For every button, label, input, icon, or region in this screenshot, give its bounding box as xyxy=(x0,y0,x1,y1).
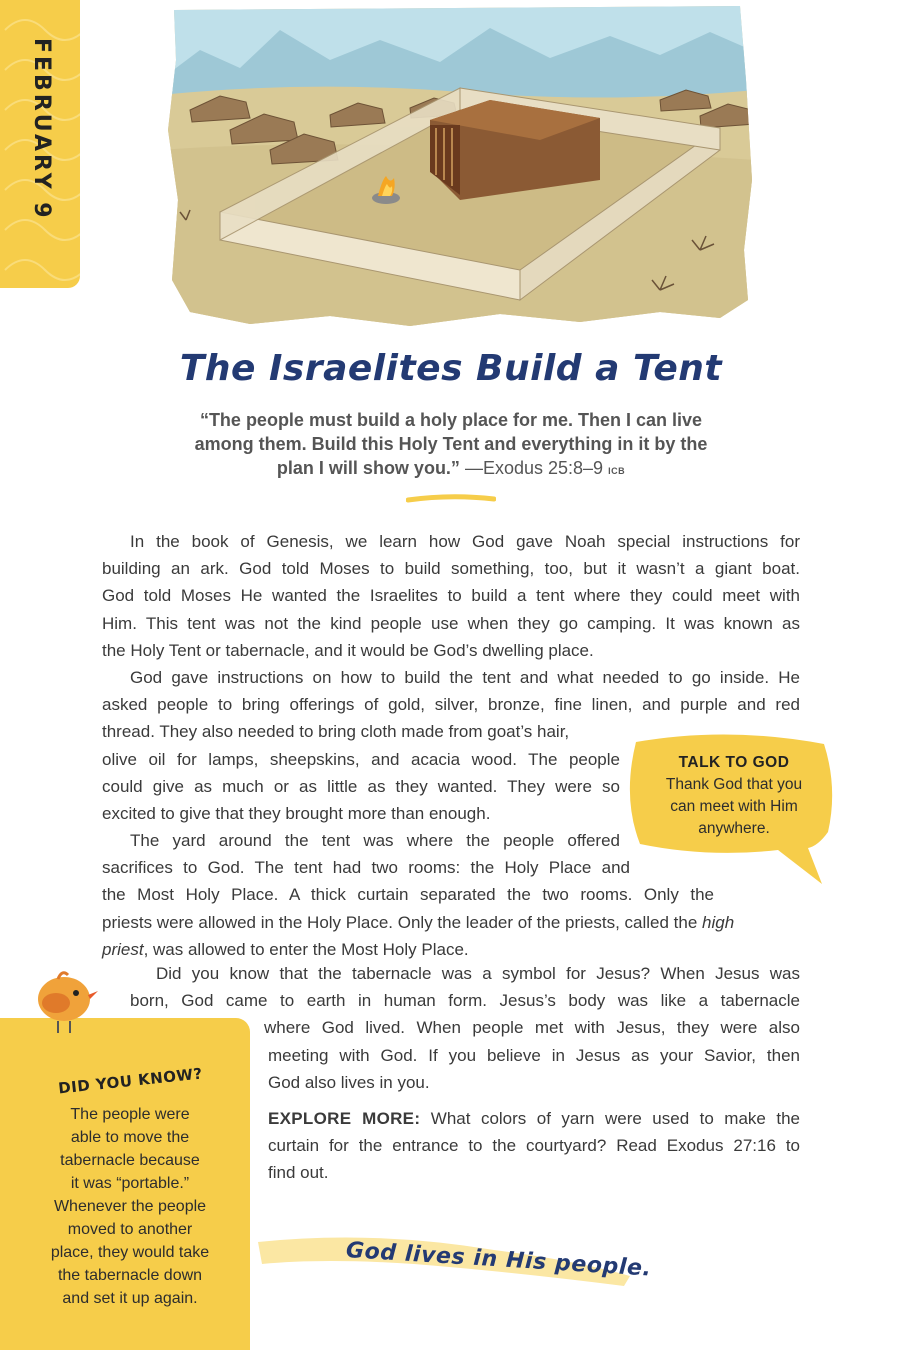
text-line: Did you know that the tabernacle was a symbol for Jesus? When Jesus was xyxy=(156,964,800,983)
text-line: curtain for the entrance to the courtyard? Read Exodus 27:16 to xyxy=(268,1136,800,1156)
memory-verse xyxy=(150,408,752,483)
verse-line: plan I will show you.” xyxy=(276,458,460,478)
dyk-line: moved to another xyxy=(67,1221,193,1238)
explore-label: EXPLORE MORE: xyxy=(268,1109,421,1128)
page-title: The Israelites Build a Tent xyxy=(179,348,723,389)
dyk-line: tabernacle because xyxy=(60,1152,200,1169)
verse-line: among them. Build this Holy Tent and everything in it by the xyxy=(194,434,708,454)
text-line: meeting with God. If you believe in Jesus as your Savior, then xyxy=(268,1045,800,1065)
text-line: thread. They also needed to bring cloth made from goat’s hair, xyxy=(102,722,570,742)
italic-term: high xyxy=(702,912,735,932)
text-line: priests were allowed in the Holy Place. Only the leader of the priests, called the xyxy=(102,912,698,932)
italic-term: priest xyxy=(102,939,144,959)
dyk-line: The people were xyxy=(70,1106,190,1123)
talk-line: Thank God that you xyxy=(665,776,803,793)
text-line: the Most Holy Place. A thick curtain separated the two rooms. Only the xyxy=(102,885,714,905)
dyk-line: able to move the xyxy=(70,1129,190,1146)
tabernacle-illustration xyxy=(160,0,756,336)
text-line: , was allowed to enter the Most Holy Place. xyxy=(143,939,469,959)
brush-divider xyxy=(406,492,496,506)
paragraph-1 xyxy=(102,528,800,664)
dyk-line: place, they would take xyxy=(50,1244,210,1261)
dyk-line: and set it up again. xyxy=(62,1290,198,1307)
text-line: The yard around the tent was where the people offered xyxy=(130,831,620,850)
text-line: find out. xyxy=(268,1163,329,1183)
did-you-know-text xyxy=(30,1103,230,1310)
text-line: could give as much or as little as they wanted. They were so xyxy=(102,776,620,796)
verse-reference: —Exodus 25:8–9 xyxy=(464,458,604,478)
text-line: where God lived. When people met with Jesus, they were also xyxy=(264,1018,800,1038)
talk-line: anywhere. xyxy=(698,820,770,837)
dyk-line: the tabernacle down xyxy=(57,1267,203,1284)
explore-more xyxy=(268,1105,800,1187)
text-line: In the book of Genesis, we learn how God gave Noah special instructions for xyxy=(130,532,800,551)
bird-icon xyxy=(18,965,108,1035)
dyk-line: Whenever the people xyxy=(53,1198,207,1215)
verse-line: “The people must build a holy place for me. Then I can live xyxy=(199,410,703,430)
text-line: born, God came to earth in human form. Jesus’s body was like a tabernacle xyxy=(130,991,800,1011)
text-line: God also lives in you. xyxy=(268,1072,430,1092)
talk-line: can meet with Him xyxy=(670,798,798,815)
talk-to-god xyxy=(630,752,838,840)
text-line: God told Moses He wanted the Israelites to build a tent where they could meet with xyxy=(102,586,800,606)
text-line: excited to give that they brought more than enough. xyxy=(102,804,491,824)
text-line: Him. This tent was not the kind people use when they go camping. It was known as xyxy=(102,613,800,633)
text-line: sacrifices to God. The tent had two rooms: the Holy Place and xyxy=(102,858,630,878)
date-tab xyxy=(0,0,80,288)
bible-version: ICB xyxy=(608,466,626,476)
did-you-know-heading: DID YOU KNOW? xyxy=(57,1064,204,1098)
dyk-line: it was “portable.” xyxy=(70,1175,190,1192)
tagline: God lives in His people. xyxy=(345,1238,653,1282)
text-line: asked people to bring offerings of gold, silver, bronze, fine linen, and purple and red xyxy=(102,695,800,715)
talk-to-god-heading: TALK TO GOD xyxy=(678,754,790,771)
text-line: building an ark. God told Moses to build something, too, but it wasn’t a giant boat. xyxy=(102,559,800,579)
text-line: the Holy Tent or tabernacle, and it would be God’s dwelling place. xyxy=(102,640,594,660)
text-line: olive oil for lamps, sheepskins, and acacia wood. The people xyxy=(102,749,620,769)
text-line: God gave instructions on how to build the tent and what needed to go inside. He xyxy=(130,668,800,687)
text-line: What colors of yarn were used to make the xyxy=(430,1109,800,1128)
date-label: FEBRUARY 9 xyxy=(29,38,54,221)
